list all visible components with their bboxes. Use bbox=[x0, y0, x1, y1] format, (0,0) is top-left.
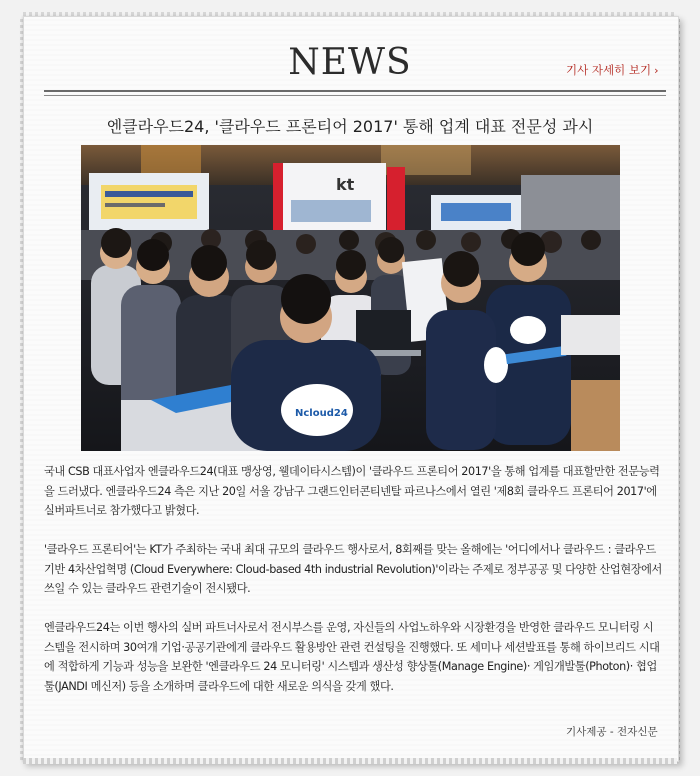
article-credit: 기사제공 - 전자신문 bbox=[566, 726, 658, 738]
article-body bbox=[44, 462, 662, 716]
chevron-right-icon: › bbox=[654, 64, 659, 77]
kt-booth-sign: kt bbox=[336, 175, 355, 194]
article-photo bbox=[81, 145, 620, 451]
article-paragraph-3: 엔클라우드24는 이번 행사의 실버 파트너사로서 전시부스를 운영, 자신들의 사업노하우와 시장환경을 반영한 클라우드 모니터링 시스템을 전시하며 30여개 기업·공공기관에게 클라우드 활용방안 관련 컨설팅을 진행했다. 또 세미나 세션발표를 통해 하이브리드 시대에 적합하게 기능과 성능을 보완한 '엔클라우드 24 모니터링' 시스템과 생산성 향상툴(Manage Engine)· 게임개발툴(Photon)· 협업툴(JANDI 메신저) 등을 소개하며 클라우드에 대한 새로운 의식을 갖게 했다. bbox=[44, 621, 660, 693]
paper-edge-bottom bbox=[23, 758, 677, 764]
article-paragraph-1: 국내 CSB 대표사업자 엔클라우드24(대표 맹상영, 웰데이타시스템)이 '클라우드 프론티어 2017'을 통해 업계를 대표할만한 전문능력을 드러냈다. 엔클라우드24 측은 지난 20일 서울 강남구 그랜드인터콘티넨탈 파르나스에서 열린 '제8회 클라우드 프론티어 2017'에 실버파트너로 참가했다고 밝혔다. bbox=[44, 465, 660, 517]
article-headline: 엔클라우드24, '클라우드 프론티어 2017' 통해 업계 대표 전문성 과시 bbox=[106, 117, 594, 136]
article-paragraph-2: '클라우드 프론티어'는 KT가 주최하는 국내 최대 규모의 클라우드 행사로서, 8회째를 맞는 올해에는 '어디에서나 클라우드 : 클라우드 기반 4차산업혁명 (Cloud Everywhere: Cloud-based 4th industrial Revolution)'이라는 주제로 정부공공 및 다양한 산업현장에서 쓰일 수 있는 클라우드 관련기술이 전시됐다. bbox=[44, 543, 662, 595]
ncloud24-shirt-logo: Ncloud24 bbox=[295, 408, 348, 419]
article-detail-link-label: 기사 자세히 보기 bbox=[566, 63, 652, 77]
header-rule-thin bbox=[44, 95, 666, 96]
header-rule-thick bbox=[44, 90, 666, 92]
news-masthead: NEWS bbox=[288, 42, 412, 83]
article-detail-link[interactable] bbox=[566, 62, 658, 78]
